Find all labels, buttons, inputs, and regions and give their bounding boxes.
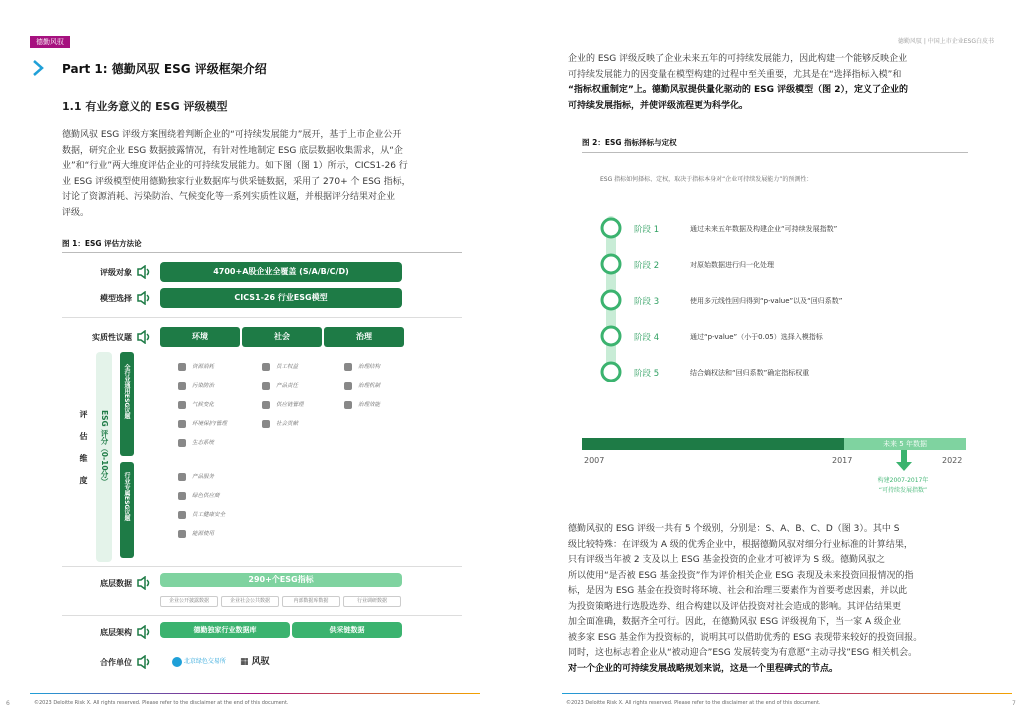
social-items: 员工权益 产品责任 供应链管理 社会贡献 (262, 358, 304, 434)
label-model: 模型选择 (100, 294, 132, 303)
part-title: Part 1: 德勤风驭 ESG 评级框架介绍 (62, 62, 267, 76)
label-material: 实质性议题 (92, 333, 132, 342)
year-2022: 2022 (942, 456, 963, 465)
page-number: 6 (6, 700, 10, 707)
stage-5-desc: 结合熵权法和“回归系数”确定指标权重 (690, 369, 810, 377)
figure-1-caption: 图 1：ESG 评估方法论 (62, 239, 142, 248)
data-pill: 行业调研数据 (343, 596, 401, 607)
data-pill: 内部数据库数据 (282, 596, 340, 607)
divider (62, 615, 462, 616)
divider (62, 252, 462, 253)
stage-1-desc: 通过未来五年数据及构建企业“可持续发展指数” (690, 225, 838, 233)
speaker-icon (136, 625, 152, 639)
data-bar: 290+个ESG指标 (160, 573, 402, 587)
data-pill: 企业社会公共数据 (221, 596, 279, 607)
data-pill: 企业公开披露数据 (160, 596, 218, 607)
label-assess: 评估维度 (79, 410, 88, 498)
stage-2-label: 阶段 2 (634, 261, 660, 271)
timeline-future: 未来 5 年数据 (844, 438, 966, 450)
dim-governance: 治理 (324, 327, 404, 347)
page-number: 7 (1012, 700, 1016, 707)
footer-text: ©2023 Deloitte Risk X. All rights reserved. Please refer to the disclaimer at the end of this document. (34, 700, 289, 706)
stage-4-desc: 通过“p-value”（小于0.05）选择入模指标 (690, 333, 823, 341)
footer-line (562, 693, 1012, 694)
stage-1-label: 阶段 1 (634, 225, 660, 235)
score-label: ESG 评分（0-10分） (100, 410, 109, 486)
year-2017: 2017 (832, 456, 853, 465)
year-2007: 2007 (584, 456, 605, 465)
model-bar: CICS1-26 行业ESG模型 (160, 288, 402, 308)
stage-track (594, 210, 628, 382)
speaker-icon (136, 265, 152, 279)
divider (62, 566, 462, 567)
speaker-icon (136, 655, 152, 669)
gov-items: 治理结构 治理机制 治理效能 (344, 358, 380, 415)
stage-5-label: 阶段 5 (634, 369, 660, 379)
stage-2-desc: 对原始数据进行归一化处理 (690, 261, 774, 269)
dim-environment: 环境 (160, 327, 240, 347)
footer-text: ©2023 Deloitte Risk X. All rights reserved. Please refer to the disclaimer at the end of this document. (566, 700, 821, 706)
right-intro: 企业的 ESG 评级反映了企业未来五年的可持续发展能力，因此构建一个能够反映企业 可持续发展能力的因变量在模型构建的过程中至关重要，尤其是在“选择指标入模”和 “指标权重制定”上。德勤风驭提供量化驱动的 ESG 评级模型（图 2），定义了企业的 可持续发展指标，并使评级流程更为科学化。 (568, 54, 909, 111)
partner-logo-1: 北京绿色交易所 (172, 656, 226, 667)
stage-3-desc: 使用多元线性回归得到“p-value”以及“回归系数” (690, 297, 843, 305)
body-paragraph: 德勤风驭的 ESG 评级一共有 5 个级别，分别是：S、A、B、C、D（图 3）。其中 S 级比较特殊：在评级为 A 级的优秀企业中，根据德勤风驭对细分行业标准的计算结果， 只有评级当年被 2 支及以上 ESG 基金投资的企业才可被评为 S 级。德勤风驭之 所以使用“是否被 ESG 基金投资”作为评价相关企业 ESG 表现及未来投资回报情况的指 标，是因为 ESG 基金在投资时将环境、社会和治理三要素作为首要考虑因素，并以此 为投资策略进行选股选券、组合构建以及评估投资对社会造成的影响。其评估结果更 加全面准确，数据齐全可行。因此，在德勤风驭 ESG 评级视角下，当一家 A 级企业 被多家 ESG 基金作为投资标的，说明其可以借助优秀的 ESG 表现带来较好的投资回报。 同时，这也标志着企业从“被动迎合”ESG 发展转变为有意愿“主动寻找”ESG 相关机会。 对一个企业的可持续发展战略规划来说，这是一个里程碑式的节点。 (568, 524, 923, 674)
speaker-icon (136, 291, 152, 305)
partner-logo-2: ▦ 风驭 (240, 657, 270, 667)
speaker-icon (136, 330, 152, 344)
common-label: 全行业通用ESG议题 (123, 364, 130, 420)
label-target: 评级对象 (100, 268, 132, 277)
divider (582, 152, 968, 153)
chevron-right-icon (32, 60, 44, 76)
label-partner: 合作单位 (100, 658, 132, 667)
figure-2-caption: 图 2：ESG 指标择标与定权 (582, 138, 677, 147)
industry-items: 产品服务 绿色供应商 员工健康安全 能源使用 (178, 468, 225, 544)
arch-right-bar: 供采链数据 (292, 622, 402, 638)
label-data: 底层数据 (100, 579, 132, 588)
section-tag: 德勤风驭 (30, 36, 70, 48)
footer-line (30, 693, 480, 694)
timeline-past (582, 438, 844, 450)
stage-3-label: 阶段 3 (634, 297, 660, 307)
stage-4-label: 阶段 4 (634, 333, 660, 343)
fig2-note: ESG 指标如何择标、定权，取决于指标本身对“企业可持续发展能力”的预测性： (600, 176, 813, 183)
arrow-down-icon (894, 450, 914, 472)
intro-paragraph: 德勤风驭 ESG 评级方案围绕着判断企业的“可持续发展能力”展开，基于上市企业公开 数据，研究企业 ESG 数据披露情况，有针对性地制定 ESG 底层数据收集需求，从“企 业”和“行业”两大维度评估企业的可持续发展能力。如下图（图 1）所示，CICS1-26 行 业 ESG 评级模型使用德勤独家行业数据库与供采链数据，采用了 270+ 个 ESG 指标， 讨论了资源消耗、污染防治、气候变化等一系列实质性议题，并根据评分结果对企业 评级。 (62, 130, 411, 218)
section-title: 1.1 有业务意义的 ESG 评级模型 (62, 100, 228, 113)
label-arch: 底层架构 (100, 628, 132, 637)
arch-left-bar: 德勤独家行业数据库 (160, 622, 290, 638)
dim-social: 社会 (242, 327, 322, 347)
target-bar: 4700+A股企业全覆盖 (S/A/B/C/D) (160, 262, 402, 282)
arrow-note: 构建2007-2017年 “可持续发展指数” (877, 477, 929, 494)
speaker-icon (136, 576, 152, 590)
running-header: 德勤风驭 | 中国上市企业ESG白皮书 (897, 38, 994, 45)
divider (62, 317, 462, 318)
env-items: 资源消耗 污染防治 气候变化 环境保护/管理 生态系统 (178, 358, 227, 453)
industry-label: 行业专属ESG议题 (123, 472, 130, 522)
